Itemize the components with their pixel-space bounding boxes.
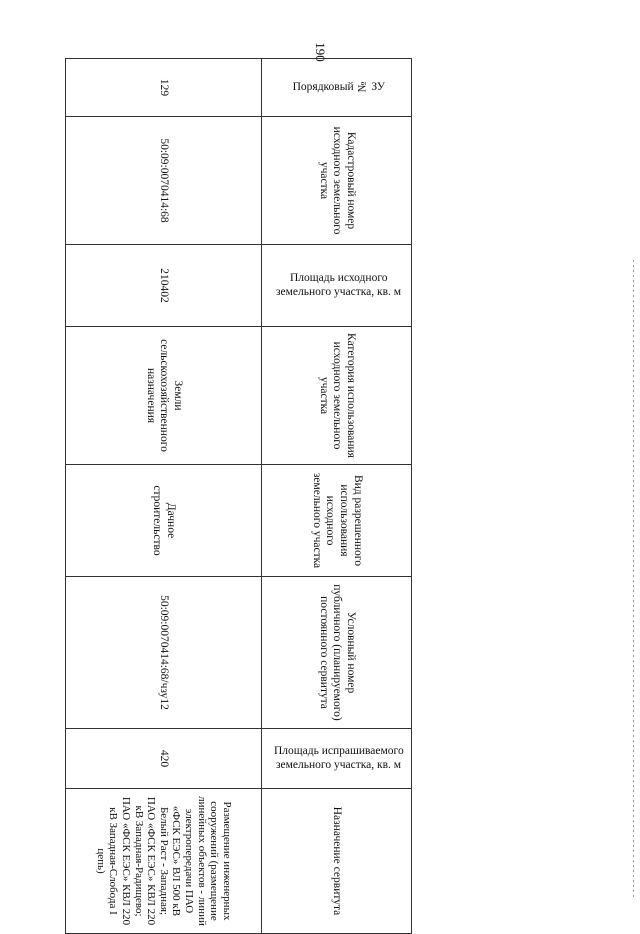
page-number: 190 xyxy=(313,42,328,62)
rotated-table-wrapper xyxy=(66,58,412,926)
cell-ordinal: 129 xyxy=(66,59,262,117)
header-ordinal: Порядковый № ЗУ xyxy=(262,59,412,117)
header-purpose: Назначение сервитута xyxy=(262,789,412,934)
cell-cadastral: 50:09:0070414:68 xyxy=(66,117,262,245)
cell-requested-area: 420 xyxy=(66,729,262,789)
cell-source-area: 210402 xyxy=(66,245,262,327)
header-cadastral: Кадастровый номер исходного земельного участка xyxy=(262,117,412,245)
header-permitted-use: Вид разрешенного использования исходного земельного участка xyxy=(262,465,412,577)
table-row xyxy=(66,59,262,934)
header-source-area: Площадь исходного земельного участка, кв. м xyxy=(262,245,412,327)
cell-permitted-use: Дачное строительство xyxy=(66,465,262,577)
header-row xyxy=(262,59,412,934)
scan-edge-line xyxy=(633,260,634,900)
cell-conditional-number: 50:09:0070414:68/чзу12 xyxy=(66,577,262,729)
cell-category: Земли сельскохозяйственного назначения xyxy=(66,327,262,465)
header-conditional-number: Условный номер публичного (планируемого) постоянного сервитута xyxy=(262,577,412,729)
header-category: Категория использования исходного земельного участка xyxy=(262,327,412,465)
cell-purpose: Размещение инженерных сооружений (размещение линейных объектов - линий электропередачи ПАО «ФСК ЕЭС» ВЛ 500 кВ Белый Раст - Западная; ПАО «ФСК ЕЭС» КВЛ 220 кВ Западная-Радищево; ПАО «ФСК ЕЭС» КВЛ 220 кВ Западная-Слобода I цепь) xyxy=(66,789,262,934)
servitude-table xyxy=(65,58,412,934)
header-requested-area: Площадь испрашиваемого земельного участка, кв. м xyxy=(262,729,412,789)
